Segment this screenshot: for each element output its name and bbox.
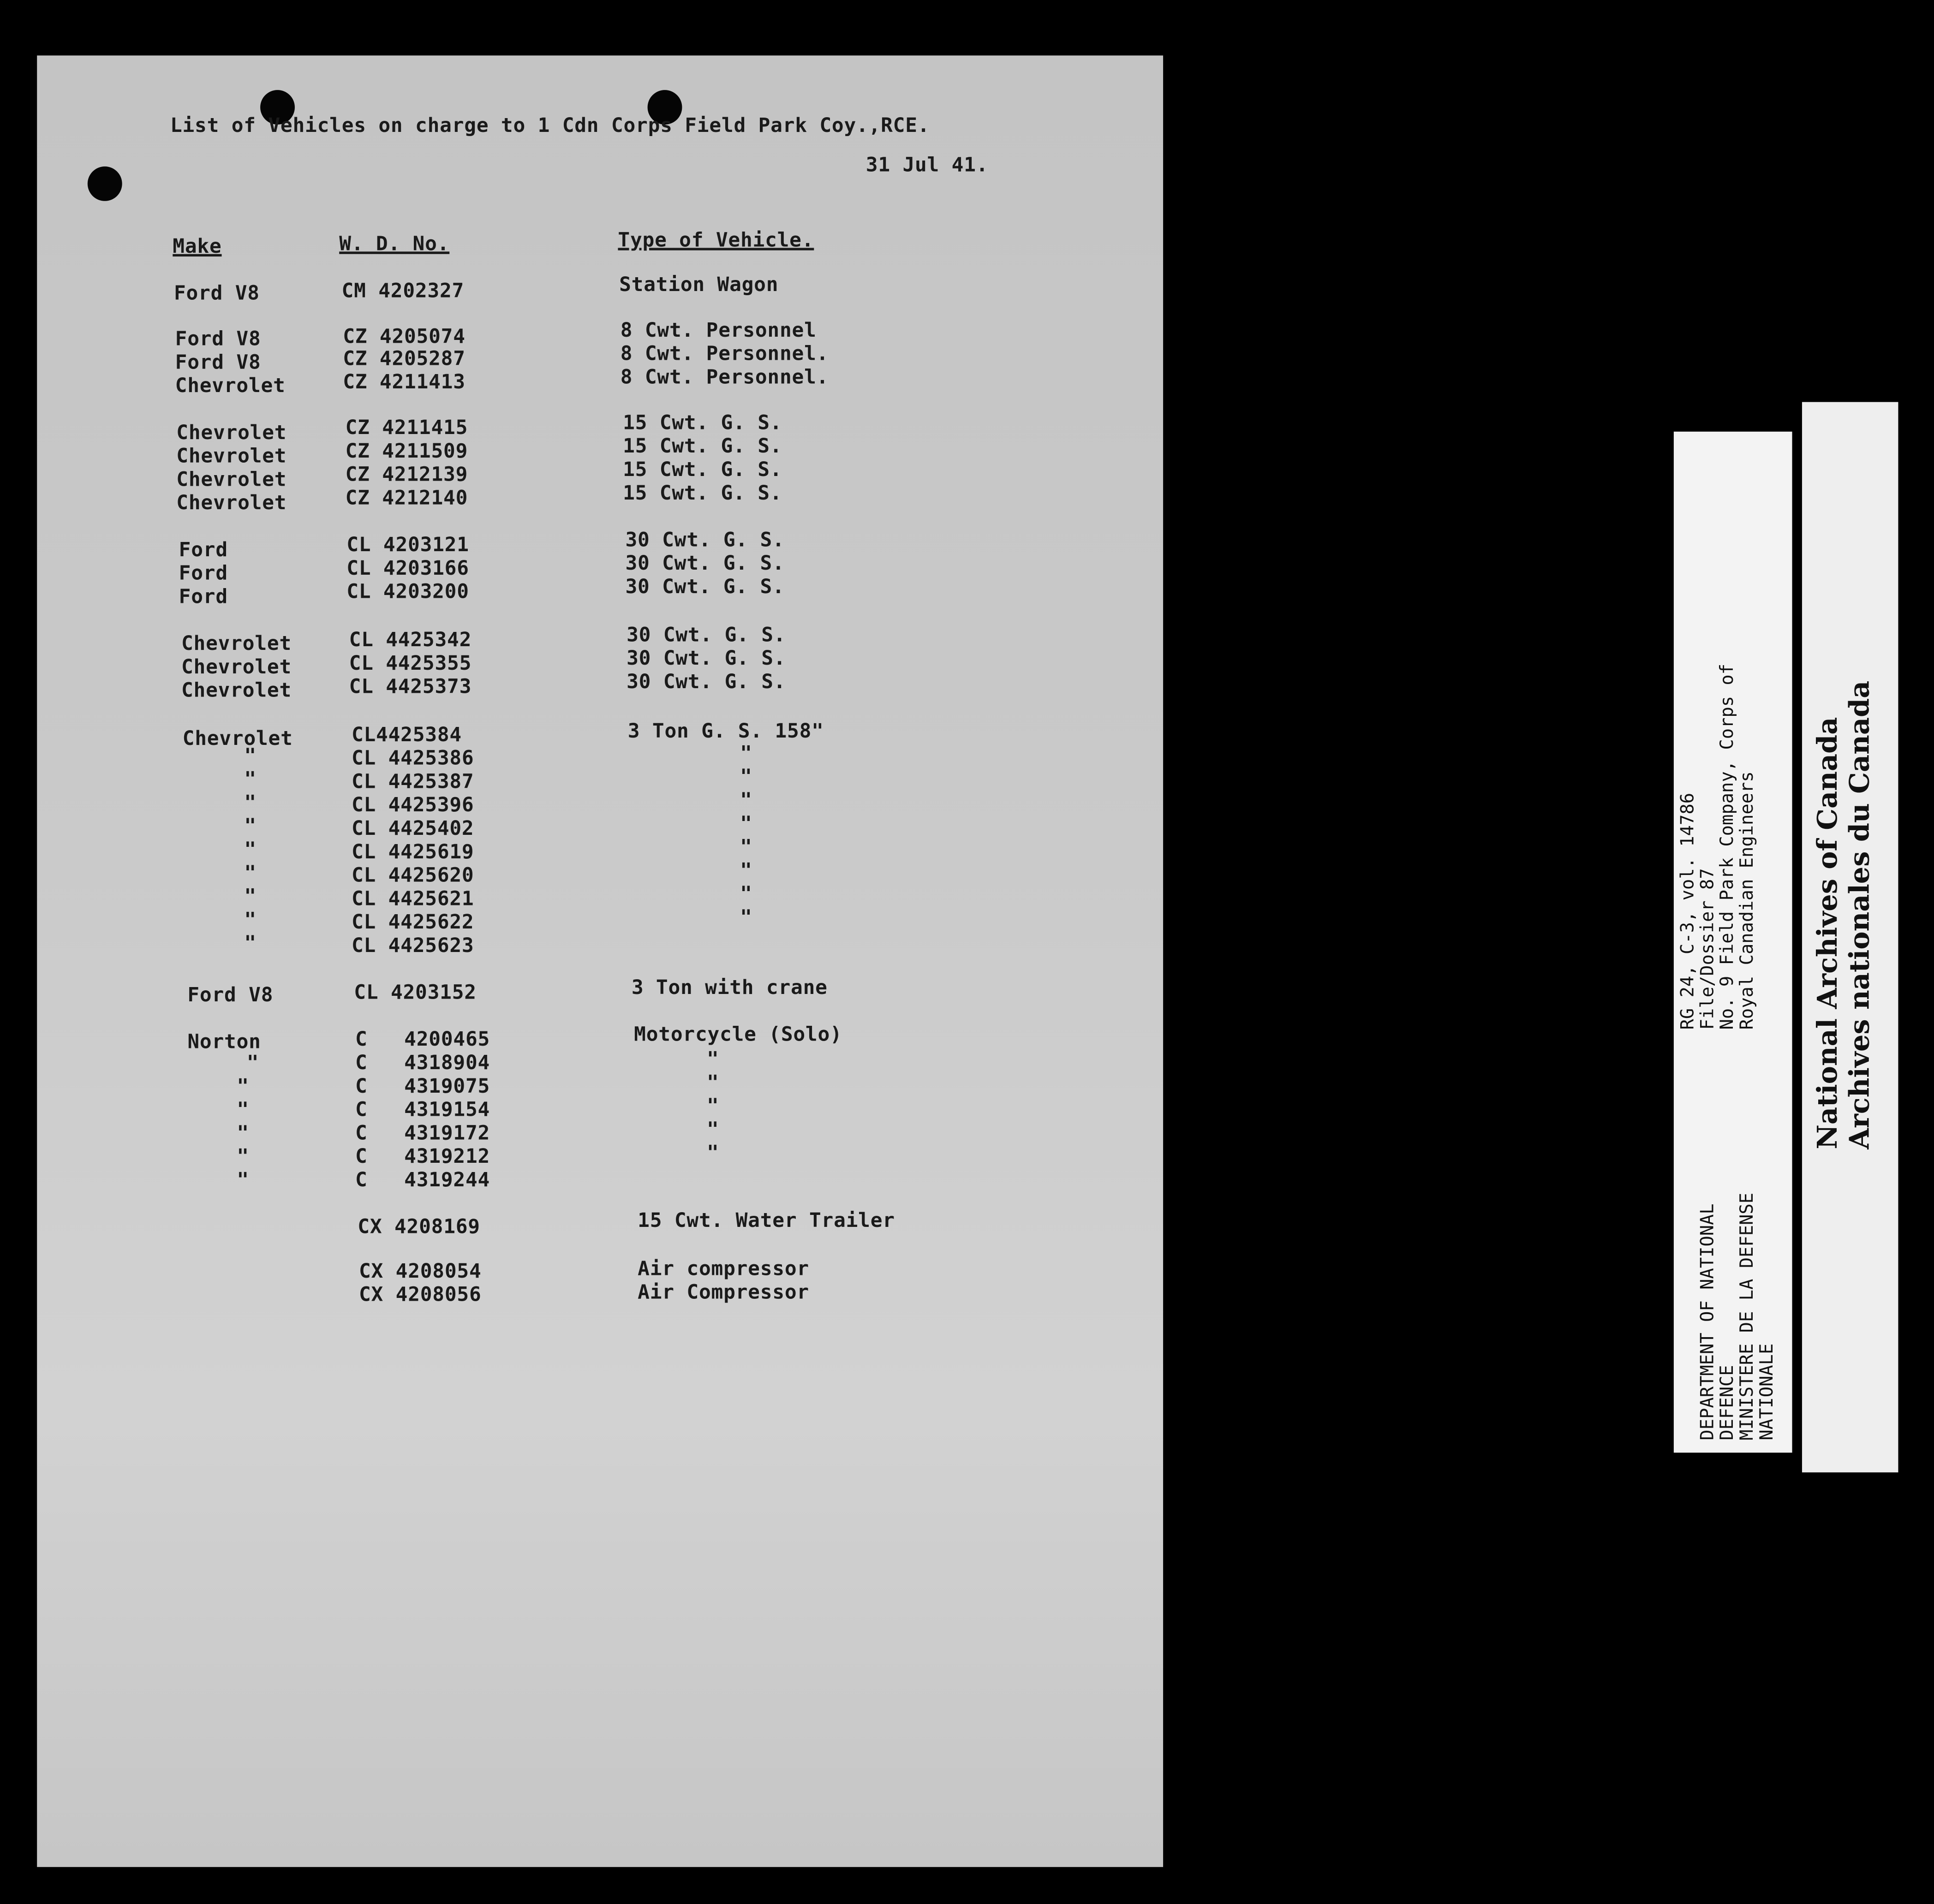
row-wd: CX 4208054 <box>358 1259 482 1283</box>
document-page <box>37 55 1163 1867</box>
row-wd: CL 4425623 <box>351 933 474 957</box>
row-wd: CL 4425373 <box>349 674 472 698</box>
row-type: 8 Cwt. Personnel <box>620 318 817 342</box>
row-make: Chevrolet <box>182 726 293 750</box>
archive-stamp-line: National Archives of Canada <box>1812 717 1844 1149</box>
row-wd: CL 4425621 <box>351 887 474 910</box>
row-type: 30 Cwt. G. S. <box>627 669 786 693</box>
row-make: " <box>237 1121 249 1145</box>
row-make: Chevrolet <box>176 420 287 444</box>
row-make: " <box>244 767 257 791</box>
row-wd: CL 4425622 <box>351 910 474 934</box>
row-wd: C 4319172 <box>355 1121 490 1145</box>
row-wd: CL 4425355 <box>349 651 472 675</box>
row-make: Ford <box>179 561 228 585</box>
row-type: Station Wagon <box>619 272 779 296</box>
document-date: 31 Jul 41. <box>866 153 989 177</box>
row-make: Ford V8 <box>175 350 261 374</box>
header-type: Type of Vehicle. <box>618 228 814 252</box>
row-make: " <box>244 790 257 814</box>
department-line: DEPARTMENT OF NATIONAL <box>1698 1203 1719 1440</box>
row-type: " <box>740 835 752 858</box>
row-type: 15 Cwt. G. S. <box>623 457 782 481</box>
row-type: " <box>740 905 752 929</box>
row-make: " <box>244 907 257 931</box>
row-type: " <box>740 764 752 788</box>
row-make: " <box>244 884 257 908</box>
archive-stamp-line: Archives nationales du Canada <box>1844 680 1876 1149</box>
row-type: " <box>706 1094 719 1118</box>
row-wd: CL 4425402 <box>351 816 474 840</box>
row-make: Ford V8 <box>173 281 260 305</box>
row-make: Norton <box>187 1029 261 1053</box>
row-type: " <box>740 741 752 765</box>
row-make: " <box>244 744 257 767</box>
archive-ref-line: File/Dossier 87 <box>1698 868 1719 1030</box>
row-make: " <box>244 931 257 955</box>
row-type: " <box>706 1070 719 1094</box>
row-wd: C 4319075 <box>355 1074 490 1098</box>
row-type: 15 Cwt. G. S. <box>623 481 782 505</box>
row-make: Chevrolet <box>176 444 287 468</box>
row-type: 15 Cwt. G. S. <box>623 434 782 458</box>
archive-ref-line: Royal Canadian Engineers <box>1737 771 1758 1030</box>
department-line: NATIONALE <box>1757 1343 1778 1440</box>
row-type: 30 Cwt. G. S. <box>627 646 786 670</box>
row-type: 30 Cwt. G. S. <box>625 574 785 598</box>
row-type: " <box>740 858 752 882</box>
row-make: Chevrolet <box>181 654 292 678</box>
row-wd: CX 4208056 <box>358 1282 482 1306</box>
row-make: Chevrolet <box>176 467 287 491</box>
row-wd: CL4425384 <box>351 722 462 746</box>
row-make: Ford <box>179 537 228 561</box>
row-wd: CL 4425619 <box>351 839 474 863</box>
row-wd: CZ 4212140 <box>345 486 468 510</box>
document-title: List of Vehicles on charge to 1 Cdn Corps Field Park Coy.,RCE. <box>170 113 930 137</box>
punch-hole <box>88 167 122 201</box>
row-type: 3 Ton G. S. 158" <box>627 719 824 743</box>
row-make: " <box>237 1074 249 1098</box>
header-make: Make <box>173 234 222 258</box>
row-type: 15 Cwt. G. S. <box>623 411 782 434</box>
row-type: 8 Cwt. Personnel. <box>620 365 829 389</box>
row-make: Chevrolet <box>181 678 292 702</box>
row-type: " <box>706 1141 719 1164</box>
row-type: 15 Cwt. Water Trailer <box>638 1208 895 1232</box>
row-wd: CZ 4212139 <box>345 462 468 486</box>
row-wd: CL 4203152 <box>354 980 477 1004</box>
row-type: " <box>706 1047 719 1071</box>
header-wd-no: W. D. No. <box>339 232 450 256</box>
row-make: " <box>244 837 257 861</box>
row-wd: CX 4208169 <box>358 1214 480 1238</box>
row-wd: C 4319212 <box>355 1144 490 1168</box>
row-wd: C 4200465 <box>355 1027 490 1051</box>
row-wd: CM 4202327 <box>341 279 465 303</box>
row-type: " <box>740 788 752 812</box>
department-line: DEFENCE <box>1718 1365 1738 1440</box>
row-wd: C 4318904 <box>355 1050 490 1074</box>
row-make: " <box>237 1167 249 1191</box>
row-make: " <box>244 814 257 838</box>
row-make: Chevrolet <box>176 491 287 514</box>
row-make: Chevrolet <box>175 374 286 397</box>
row-make: Ford <box>179 584 228 608</box>
row-wd: CL 4203200 <box>346 579 469 603</box>
row-wd: CZ 4211415 <box>345 415 468 439</box>
archive-reference-label <box>1674 432 1792 1453</box>
row-type: 30 Cwt. G. S. <box>627 623 786 646</box>
row-wd: C 4319154 <box>355 1097 490 1121</box>
row-type: " <box>740 881 752 905</box>
row-wd: CZ 4211509 <box>345 439 468 463</box>
row-make: " <box>237 1144 249 1168</box>
row-wd: C 4319244 <box>355 1167 490 1191</box>
archive-ref-line: RG 24, C-3, vol. 14786 <box>1678 792 1699 1030</box>
row-wd: CL 4425387 <box>351 769 474 793</box>
department-line: MINISTERE DE LA DEFENSE <box>1737 1192 1758 1440</box>
row-make: " <box>244 861 257 884</box>
archive-stamp-label <box>1802 402 1898 1473</box>
row-wd: CL 4425386 <box>351 746 474 770</box>
row-type: " <box>706 1117 719 1141</box>
row-wd: CZ 4211413 <box>343 370 466 393</box>
row-wd: CL 4203166 <box>346 556 469 580</box>
row-type: Motorcycle (Solo) <box>634 1022 842 1046</box>
row-wd: CZ 4205074 <box>343 324 466 348</box>
row-type: 8 Cwt. Personnel. <box>620 341 829 365</box>
row-wd: CL 4425396 <box>351 793 474 816</box>
row-make: " <box>246 1050 259 1074</box>
row-make: Ford V8 <box>175 327 261 351</box>
row-type: Air Compressor <box>638 1280 809 1303</box>
row-wd: CL 4425620 <box>351 863 474 887</box>
row-wd: CL 4203121 <box>346 532 469 556</box>
row-type: 30 Cwt. G. S. <box>625 528 785 552</box>
row-wd: CL 4425342 <box>349 627 472 651</box>
row-type: Air compressor <box>638 1256 809 1280</box>
row-make: Chevrolet <box>181 631 292 655</box>
archive-ref-line: No. 9 Field Park Company, Corps of <box>1718 663 1738 1030</box>
row-type: 30 Cwt. G. S. <box>625 551 785 575</box>
row-type: " <box>740 811 752 835</box>
row-wd: CZ 4205287 <box>343 346 466 370</box>
row-make: Ford V8 <box>187 982 274 1006</box>
row-type: 3 Ton with crane <box>631 975 828 999</box>
row-make: " <box>237 1097 249 1121</box>
